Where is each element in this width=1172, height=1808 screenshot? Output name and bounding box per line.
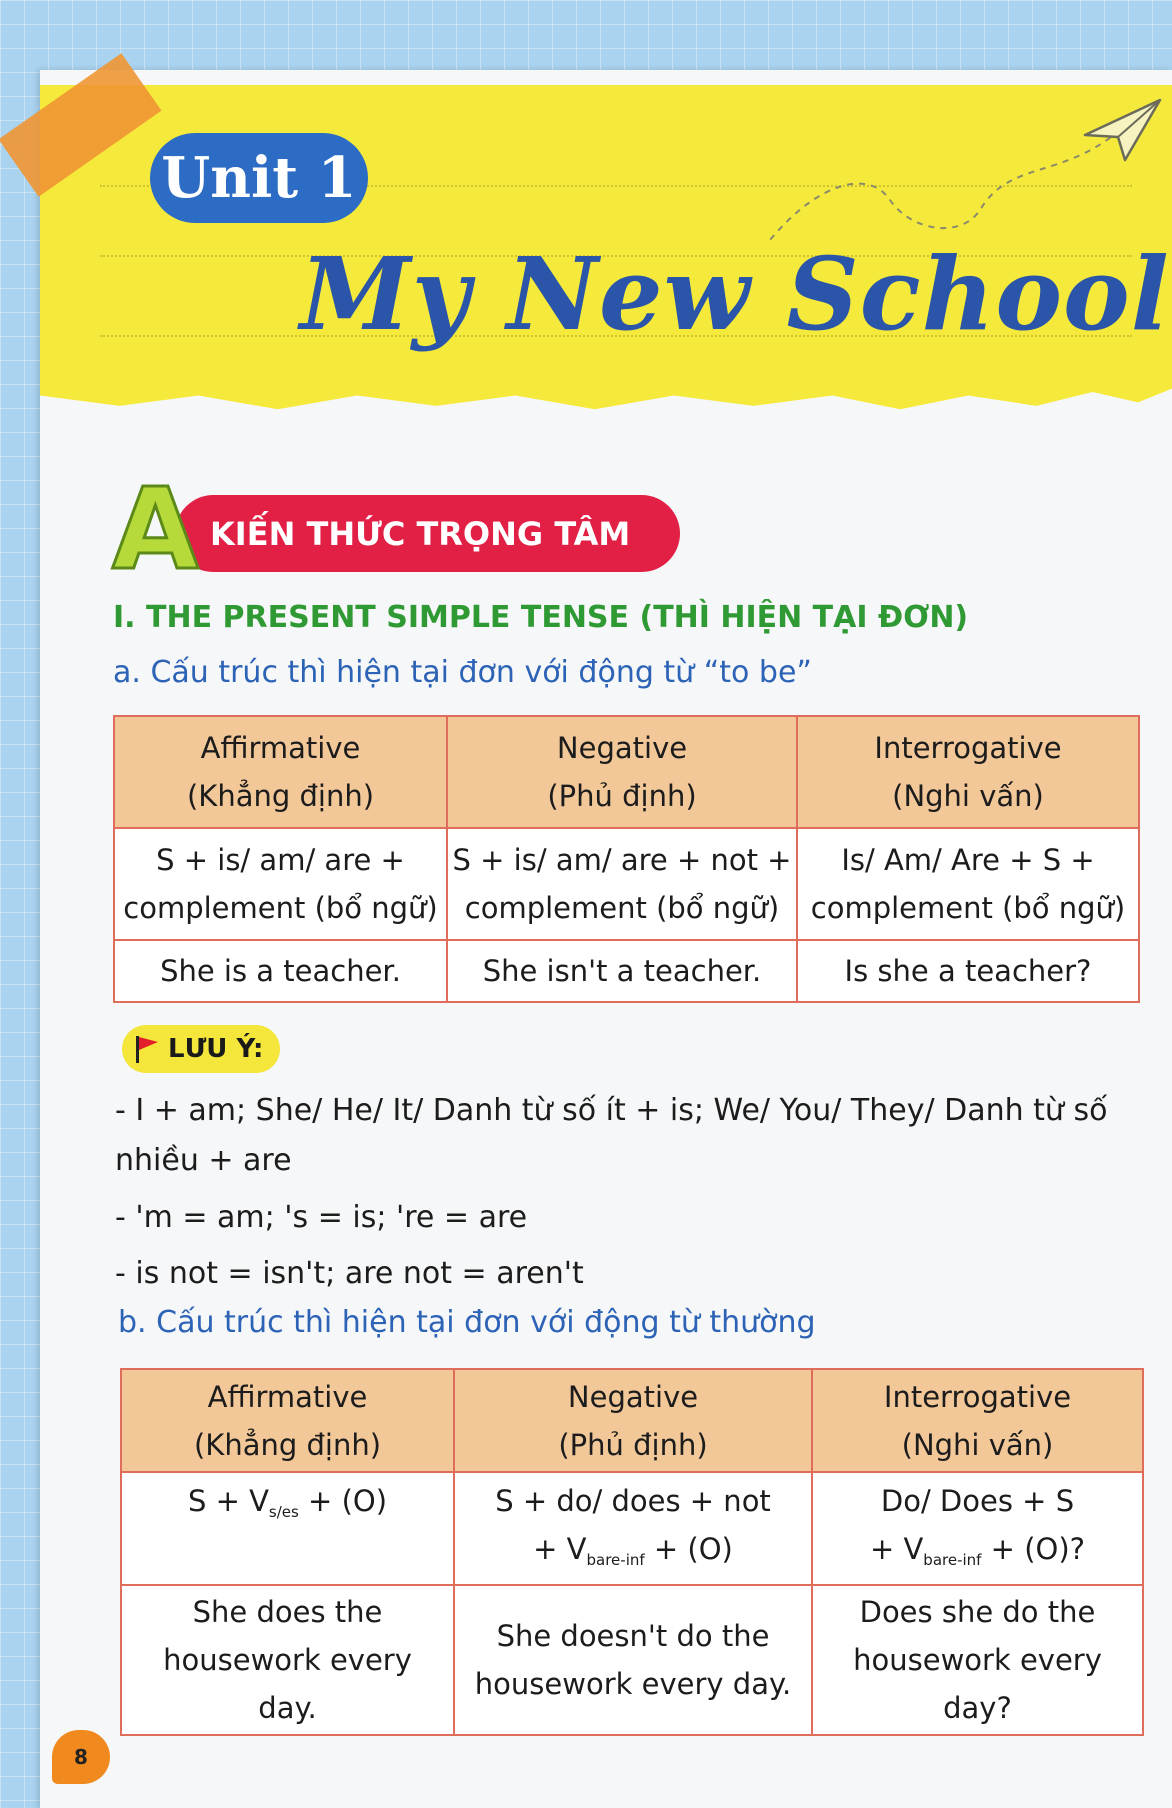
table-row [121,1472,1143,1585]
note-label [122,1025,280,1073]
cell-negative-example: She doesn't do the housework every day. [454,1585,812,1735]
cell-interrogative-structure: Do/ Does + S + $V_{bare-inf} + (O)$? [812,1472,1143,1585]
cell-affirmative-example: She is a teacher. [114,940,447,1002]
table-ordinary-verbs [120,1368,1144,1736]
cell-affirmative-example: She does the housework every day. [121,1585,454,1735]
page-title: My New School [300,235,1170,353]
header-interrogative: Interrogative (Nghi vấn) [797,716,1139,828]
header-negative: Negative (Phủ định) [447,716,797,828]
note-label-text: LƯU Ý: [168,1034,264,1064]
table-row [114,940,1139,1002]
subheading-ordinary-verbs: b. Cấu trúc thì hiện tại đơn với động từ thường [118,1305,816,1340]
section-label-text: KIẾN THỨC TRỌNG TÂM [210,514,631,553]
table-to-be [113,715,1140,1003]
header-affirmative: Affirmative (Khẳng định) [121,1369,454,1472]
section-letter: A [112,465,199,595]
cell-affirmative-structure: S + is/ am/ are + complement (bổ ngữ) [114,828,447,940]
paper-plane-icon [1080,95,1165,165]
heading-present-simple: I. THE PRESENT SIMPLE TENSE (THÌ HIỆN TẠI ĐƠN) [113,600,969,635]
note-line: - I + am; She/ He/ It/ Danh từ số ít + is; We/ You/ They/ Danh từ số [115,1093,1108,1128]
note-line: nhiều + are [115,1143,292,1178]
table-header-row [121,1369,1143,1472]
page-number: 8 [52,1730,110,1784]
table-row [121,1585,1143,1735]
table-row [114,828,1139,940]
cell-negative-structure: S + is/ am/ are + not + complement (bổ ngữ) [447,828,797,940]
cell-interrogative-example: Does she do the housework every day? [812,1585,1143,1735]
cell-interrogative-structure: Is/ Am/ Are + S + complement (bổ ngữ) [797,828,1139,940]
section-label [175,495,680,572]
header-negative: Negative (Phủ định) [454,1369,812,1472]
cell-interrogative-example: Is she a teacher? [797,940,1139,1002]
plane-trail-icon [760,120,1130,250]
note-line: - 'm = am; 's = is; 're = are [115,1200,528,1235]
table-header-row [114,716,1139,828]
note-line: - is not = isn't; are not = aren't [115,1256,584,1291]
cell-affirmative-structure: $S + V_{s/es} + (O)$ [121,1472,454,1585]
subheading-to-be: a. Cấu trúc thì hiện tại đơn với động từ “to be” [113,655,812,690]
header-interrogative: Interrogative (Nghi vấn) [812,1369,1143,1472]
unit-badge: Unit 1 [150,133,368,223]
cell-negative-example: She isn't a teacher. [447,940,797,1002]
header-affirmative: Affirmative (Khẳng định) [114,716,447,828]
cell-negative-structure: S + do/ does + not + $V_{bare-inf} + (O)$ [454,1472,812,1585]
flag-icon [134,1034,160,1064]
